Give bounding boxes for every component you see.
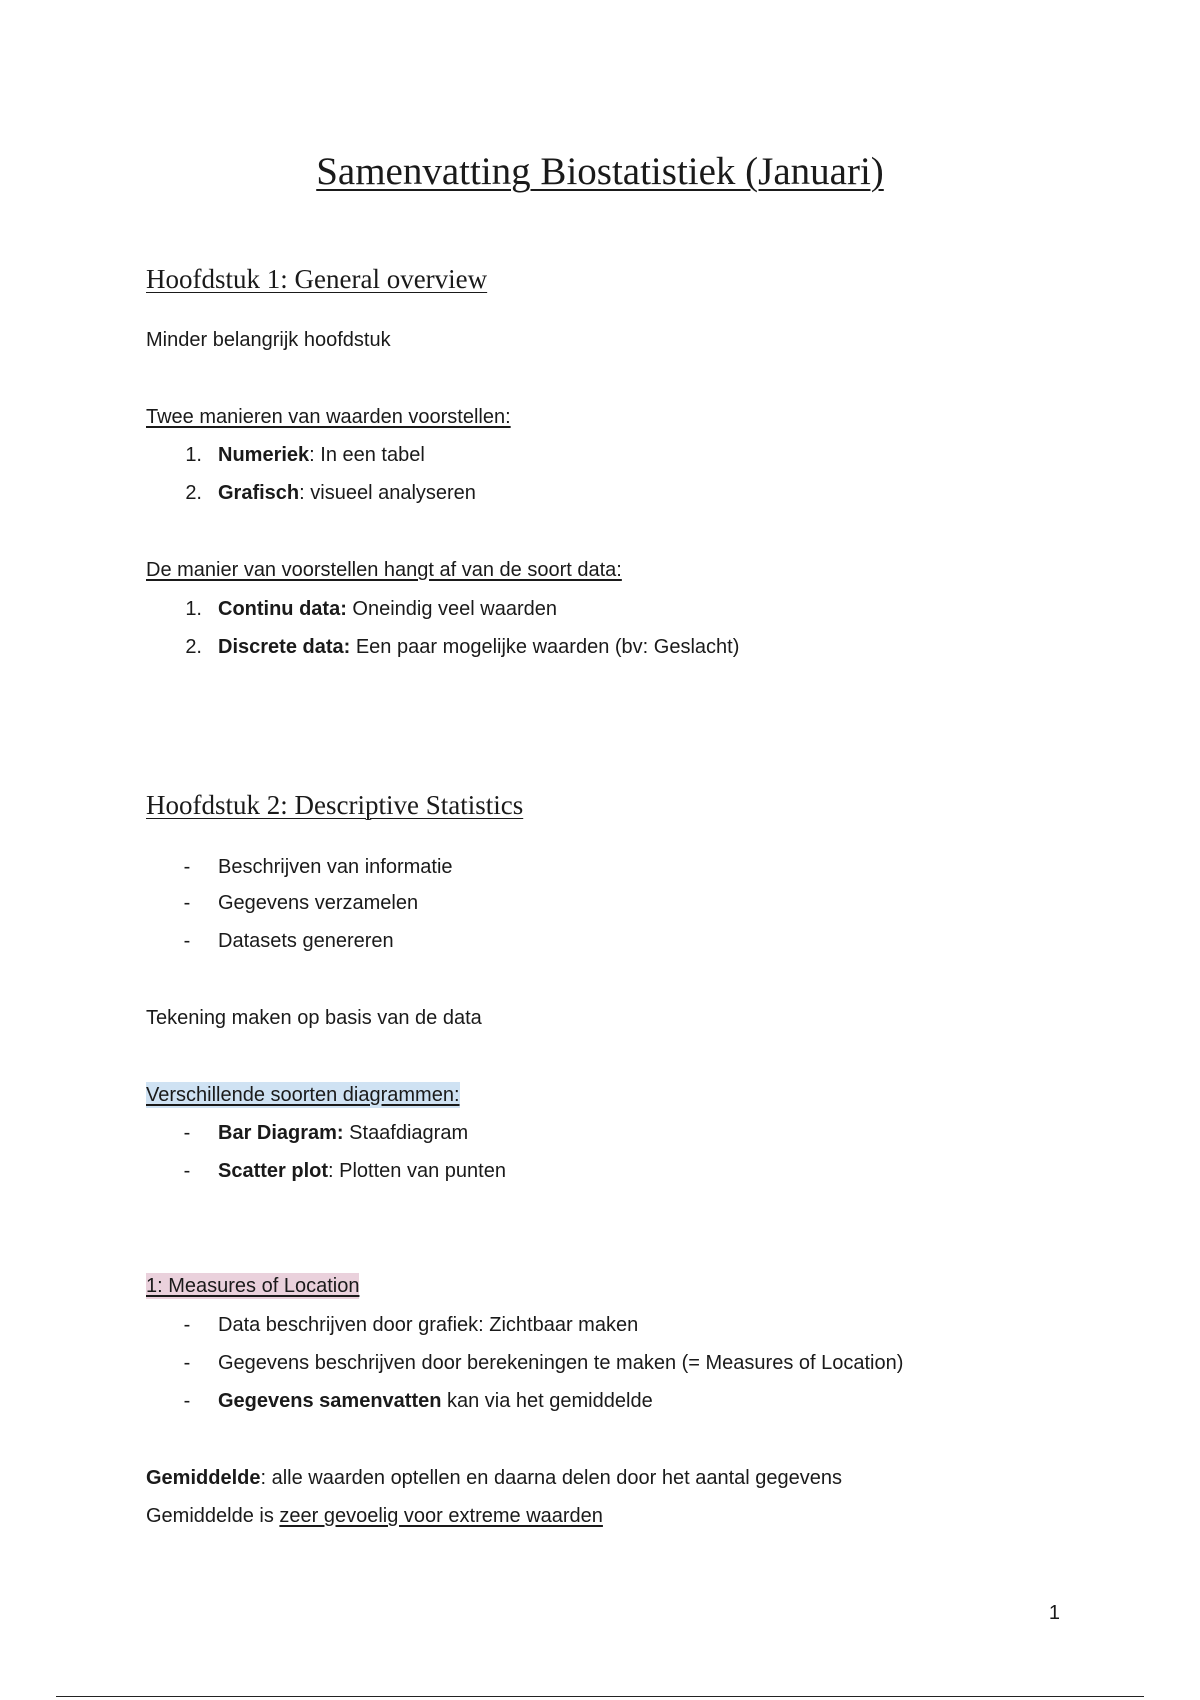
chapter-2-heading: Hoofdstuk 2: Descriptive Statistics	[146, 790, 524, 820]
mean-sensitivity	[146, 1503, 603, 1529]
definition: Oneindig veel waarden	[346, 598, 558, 620]
term: Scatter plot	[218, 1160, 329, 1182]
term: Gegevens samenvatten	[218, 1390, 442, 1412]
list-number: 2.	[185, 482, 202, 504]
drawing-text: Tekening maken op basis van de data	[146, 1007, 482, 1029]
term: Gemiddelde	[146, 1467, 261, 1489]
list-text: Data beschrijven door grafiek: Zichtbaar maken	[218, 1314, 639, 1336]
list-number: 1.	[185, 598, 202, 620]
list-number: 2.	[185, 636, 202, 658]
list-text: Gegevens beschrijven door berekeningen te maken (= Measures of Location)	[218, 1352, 904, 1374]
list-text: Beschrijven van informatie	[218, 856, 453, 878]
measures-of-location-label: 1: Measures of Location	[146, 1275, 360, 1297]
definition: : Plotten van punten	[328, 1160, 506, 1182]
term: Discrete data:	[218, 636, 351, 658]
list-text: Datasets genereren	[218, 930, 394, 952]
bullet-dash: -	[183, 1390, 191, 1412]
page-bottom-divider	[56, 1696, 1144, 1697]
bullet-dash: -	[183, 1122, 191, 1144]
list-number: 1.	[185, 444, 202, 466]
definition: Een paar mogelijke waarden (bv: Geslacht)	[350, 636, 740, 658]
chapter-1-intro: Minder belangrijk hoofdstuk	[146, 329, 391, 351]
data-types-label: De manier van voorstellen hangt af van de soort data:	[146, 559, 622, 581]
ways-label: Twee manieren van waarden voorstellen:	[146, 406, 511, 428]
bullet-dash: -	[183, 1314, 191, 1336]
page-number: 1	[1048, 1602, 1060, 1624]
definition: Staafdiagram	[343, 1122, 469, 1144]
list-text: Gegevens verzamelen	[218, 892, 419, 914]
document-title: Samenvatting Biostatistiek (Januari)	[316, 150, 884, 193]
definition: : alle waarden optellen en daarna delen door het aantal gegevens	[260, 1467, 843, 1489]
bullet-dash: -	[183, 930, 191, 952]
mean-definition	[146, 1465, 842, 1491]
bullet-dash: -	[183, 1352, 191, 1374]
term: Continu data:	[218, 598, 347, 620]
term: Numeriek	[218, 444, 310, 466]
underlined-phrase: zeer gevoelig voor extreme waarden	[279, 1505, 603, 1527]
bullet-dash: -	[183, 1160, 191, 1182]
chapter-1-heading: Hoofdstuk 1: General overview	[146, 264, 488, 294]
definition: : visueel analyseren	[299, 482, 476, 504]
bullet-dash: -	[183, 892, 191, 914]
bullet-dash: -	[183, 856, 191, 878]
term: Grafisch	[218, 482, 300, 504]
diagram-types-label: Verschillende soorten diagrammen:	[146, 1084, 460, 1106]
definition: : In een tabel	[309, 444, 425, 466]
sentence-start: Gemiddelde is	[146, 1505, 280, 1527]
definition: kan via het gemiddelde	[441, 1390, 653, 1412]
term: Bar Diagram:	[218, 1122, 344, 1144]
